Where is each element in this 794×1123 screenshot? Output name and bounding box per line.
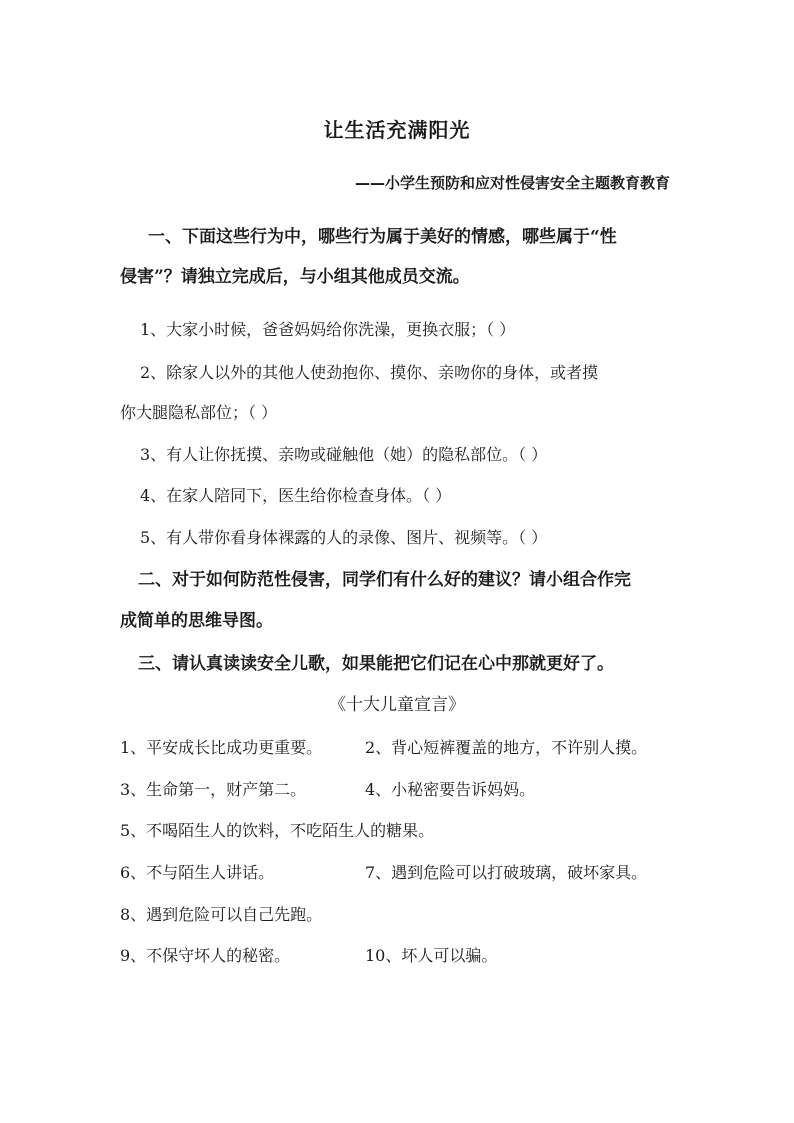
question-item-2-continuation: 你大腿隐私部位；（ ） <box>120 403 278 422</box>
section1-heading-line2: 侵害”？请独立完成后，与小组其他成员交流。 <box>120 267 470 287</box>
question-item-2: 2、除家人以外的其他人使劲抱你、摸你、亲吻你的身体，或者摸 <box>140 363 599 382</box>
section2-heading-line1: 二、对于如何防范性侵害，同学们有什么好的建议？请小组合作完 <box>138 570 631 590</box>
rule-item: 9、不保守坏人的秘密。 <box>120 946 291 965</box>
rule-item: 10、坏人可以骗。 <box>365 946 498 965</box>
song-title: 《十大儿童宣言》 <box>329 695 465 715</box>
document-subtitle: ——小学生预防和应对性侵害安全主题教育教育 <box>354 174 670 192</box>
section2-heading-line2: 成简单的思维导图。 <box>120 611 273 631</box>
question-item-1: 1、大家小时候，爸爸妈妈给你洗澡，更换衣服；（ ） <box>140 320 516 339</box>
rule-item: 4、小秘密要告诉妈妈。 <box>365 780 536 799</box>
rule-item: 1、平安成长比成功更重要。 <box>120 738 323 757</box>
rule-item: 7、遇到危险可以打破玻璃，破坏家具。 <box>365 863 648 882</box>
rule-item: 8、遇到危险可以自己先跑。 <box>120 905 323 924</box>
document-title: 让生活充满阳光 <box>323 118 471 142</box>
rule-item: 2、背心短裤覆盖的地方，不许别人摸。 <box>365 738 648 757</box>
question-item-4: 4、在家人陪同下，医生给你检查身体。（ ） <box>140 486 452 505</box>
section1-heading-line1: 一、下面这些行为中，哪些行为属于美好的情感，哪些属于“性 <box>148 227 617 247</box>
section3-heading: 三、请认真读读安全儿歌，如果能把它们记在心中那就更好了。 <box>138 654 614 674</box>
question-item-5: 5、有人带你看身体裸露的人的录像、图片、视频等。（ ） <box>140 528 548 547</box>
question-item-3: 3、有人让你抚摸、亲吻或碰触他（她）的隐私部位。（ ） <box>140 445 548 464</box>
rule-item: 5、不喝陌生人的饮料，不吃陌生人的糖果。 <box>120 821 435 840</box>
rule-item: 6、不与陌生人讲话。 <box>120 863 275 882</box>
rule-item: 3、生命第一，财产第二。 <box>120 780 307 799</box>
